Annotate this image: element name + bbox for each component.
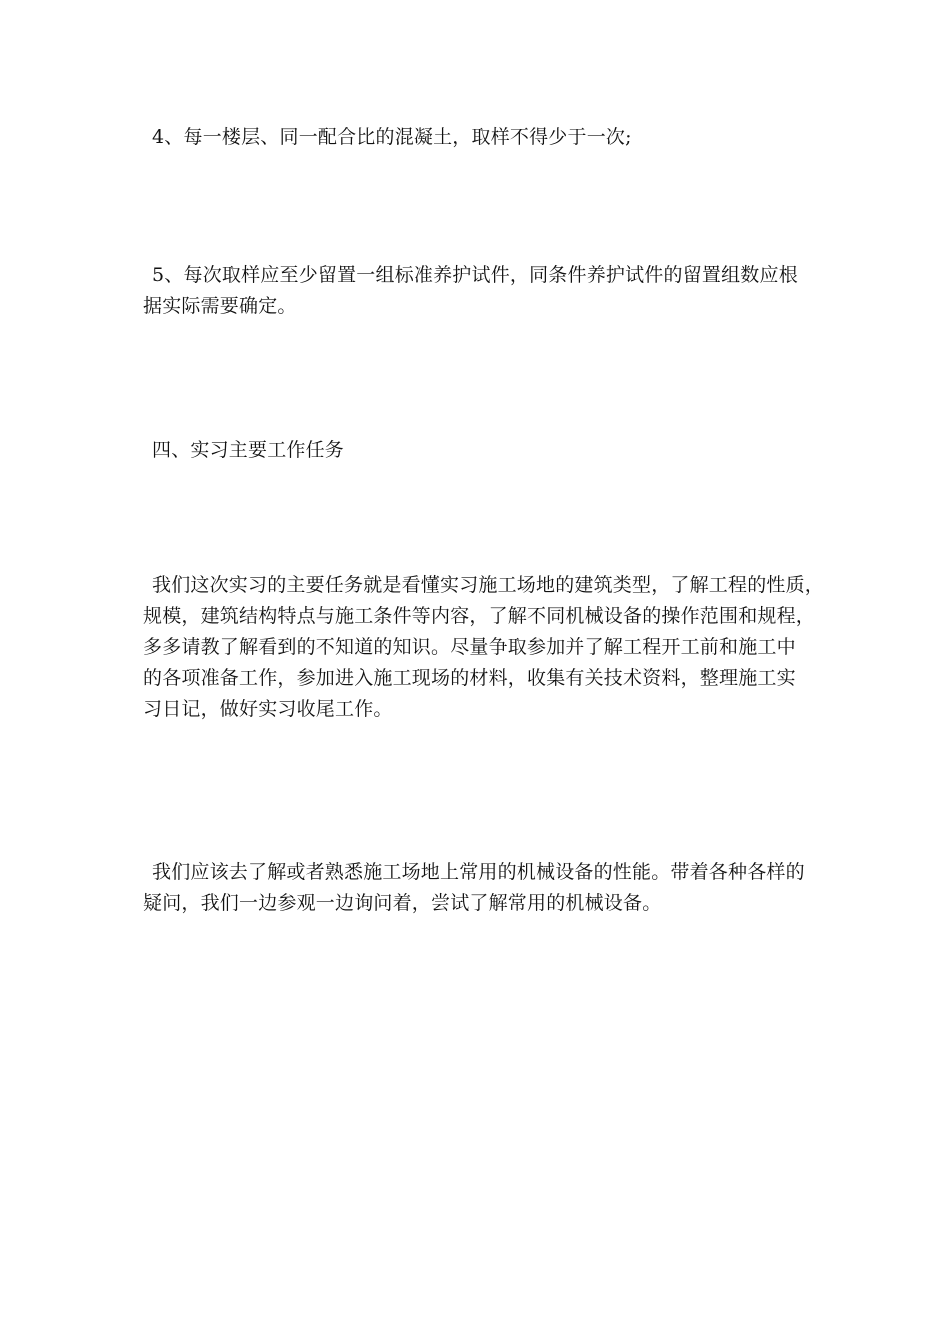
text-line: 据实际需要确定。 <box>143 295 297 317</box>
paragraph-main-tasks <box>143 570 823 725</box>
paragraph-sampling-rule-4 <box>143 122 823 153</box>
heading-text: 四、实习主要工作任务 <box>152 439 345 461</box>
text-line: 4、每一楼层、同一配合比的混凝土，取样不得少于一次; <box>152 126 632 148</box>
section-heading <box>143 435 823 466</box>
text-line: 习日记，做好实习收尾工作。 <box>143 698 393 720</box>
text-line: 的各项准备工作，参加进入施工现场的材料，收集有关技术资料，整理施工实 <box>143 667 796 689</box>
text-line: 我们应该去了解或者熟悉施工场地上常用的机械设备的性能。带着各种各样的 <box>152 861 805 883</box>
paragraph-sampling-rule-5 <box>143 260 823 322</box>
text-line: 5、每次取样应至少留置一组标准养护试件，同条件养护试件的留置组数应根 <box>152 264 798 286</box>
text-line: 我们这次实习的主要任务就是看懂实习施工场地的建筑类型，了解工程的性质， <box>152 574 825 596</box>
paragraph-machinery <box>143 857 823 919</box>
text-line: 规模，建筑结构特点与施工条件等内容，了解不同机械设备的操作范围和规程， <box>143 605 816 627</box>
text-line: 疑问，我们一边参观一边询问着，尝试了解常用的机械设备。 <box>143 892 662 914</box>
text-line: 多多请教了解看到的不知道的知识。尽量争取参加并了解工程开工前和施工中 <box>143 636 796 658</box>
